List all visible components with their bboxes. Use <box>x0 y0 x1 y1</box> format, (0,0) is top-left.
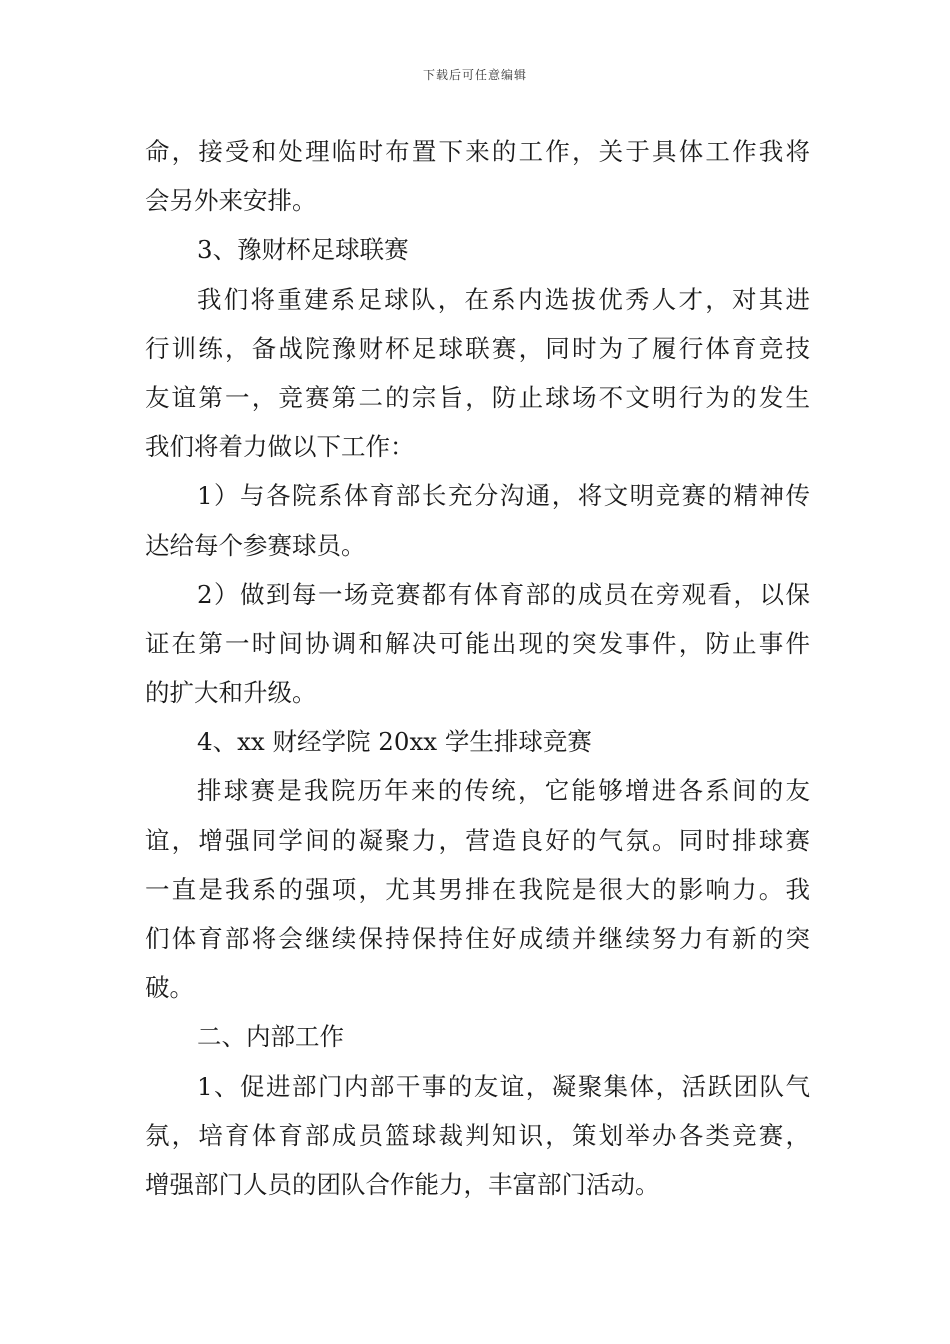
list-item-text: 1）与各院系体育部长充分沟通，将文明竞赛的精神传 <box>197 481 810 511</box>
document-body <box>145 127 810 1209</box>
text-line: 谊，增强同学间的凝聚力，营造良好的气氛。同时排球赛 <box>145 825 810 855</box>
text-line: 会另外来安排。 <box>145 186 317 216</box>
section-heading: 4、xx 财经学院 20xx 学生排球竞赛 <box>197 727 592 757</box>
text-line: 氛，培育体育部成员篮球裁判知识，策划举办各类竞赛， <box>145 1120 810 1150</box>
text-line: 命，接受和处理临时布置下来的工作，关于具体工作我将 <box>145 137 810 166</box>
text-line: 们体育部将会继续保持保持住好成绩并继续努力有新的突 <box>145 924 810 953</box>
section-heading: 3、豫财杯足球联赛 <box>197 235 409 265</box>
section-heading: 二、内部工作 <box>197 1022 344 1052</box>
text-line: 我们将重建系足球队，在系内选拔优秀人才，对其进 <box>197 284 810 314</box>
list-item-text: 2）做到每一场竞赛都有体育部的成员在旁观看，以保 <box>197 579 810 609</box>
text-line: 行训练，备战院豫财杯足球联赛，同时为了履行体育竞技 <box>145 333 810 363</box>
text-line: 一直是我系的强项，尤其男排在我院是很大的影响力。我 <box>145 874 810 904</box>
page-header-note: 下载后可任意编辑 <box>422 68 527 82</box>
text-line: 友谊第一，竞赛第二的宗旨，防止球场不文明行为的发生 <box>145 382 810 412</box>
text-line: 增强部门人员的团队合作能力，丰富部门活动。 <box>145 1169 660 1199</box>
text-line: 我们将着力做以下工作： <box>145 432 415 462</box>
text-line: 的扩大和升级。 <box>145 678 317 708</box>
text-line: 破。 <box>145 973 194 1003</box>
text-line: 证在第一时间协调和解决可能出现的突发事件，防止事件 <box>145 628 810 658</box>
list-item-text: 1、促进部门内部干事的友谊，凝聚集体，活跃团队气 <box>197 1071 810 1101</box>
text-line: 达给每个参赛球员。 <box>145 530 366 560</box>
text-line: 排球赛是我院历年来的传统，它能够增进各系间的友 <box>197 776 810 806</box>
